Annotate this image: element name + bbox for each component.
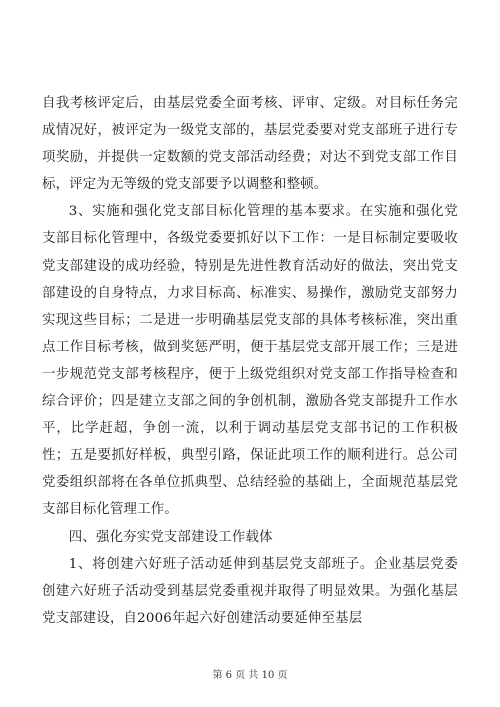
page-footer: 第 6 页 共 10 页 (212, 670, 288, 681)
body-text (42, 90, 458, 632)
section-heading: 四、强化夯实党支部建设工作载体 (68, 529, 273, 545)
paragraph-3: 1、将创建六好班子活动延伸到基层党支部班子。企业基层党委创建六好班子活动受到基层党委重视并取得了明显效果。为强化基层党支部建设，自2006年起六好创建活动要延伸至基层 (42, 556, 458, 626)
paragraph-1: 自我考核评定后，由基层党委全面考核、评审、定级。对目标任务完成情况好，被评定为一级党支部的，基层党委要对党支部班子进行专项奖励，并提供一定数额的党支部活动经费；对达不到党支部工作目标，评定为无等级的党支部要予以调整和整顿。 (42, 96, 458, 193)
paragraph-2: 3、实施和强化党支部目标化管理的基本要求。在实施和强化党支部目标化管理中，各级党委要抓好以下工作：一是目标制定要吸收党支部建设的成功经验，特别是先进性教育活动好的做法，突出党支部建设的自身特点，力求目标高、标准实、易操作，激励党支部努力实现这些目标；二是进一步明确基层党支部的具体考核标准，突出重点工作目标考核，做到奖惩严明，便于基层党支部开展工作；三是进一步规范党支部考核程序，便于上级党组织对党支部工作指导检查和综合评价；四是建立支部之间的争创机制，激励各党支部提升工作水平，比学赶超，争创一流，以利于调动基层党支部书记的工作积极性；五是要抓好样板，典型引路，保证此项工作的顺利进行。总公司党委组织部将在各单位抓典型、总结经验的基础上，全面规范基层党支部目标化管理工作。 (42, 204, 458, 518)
